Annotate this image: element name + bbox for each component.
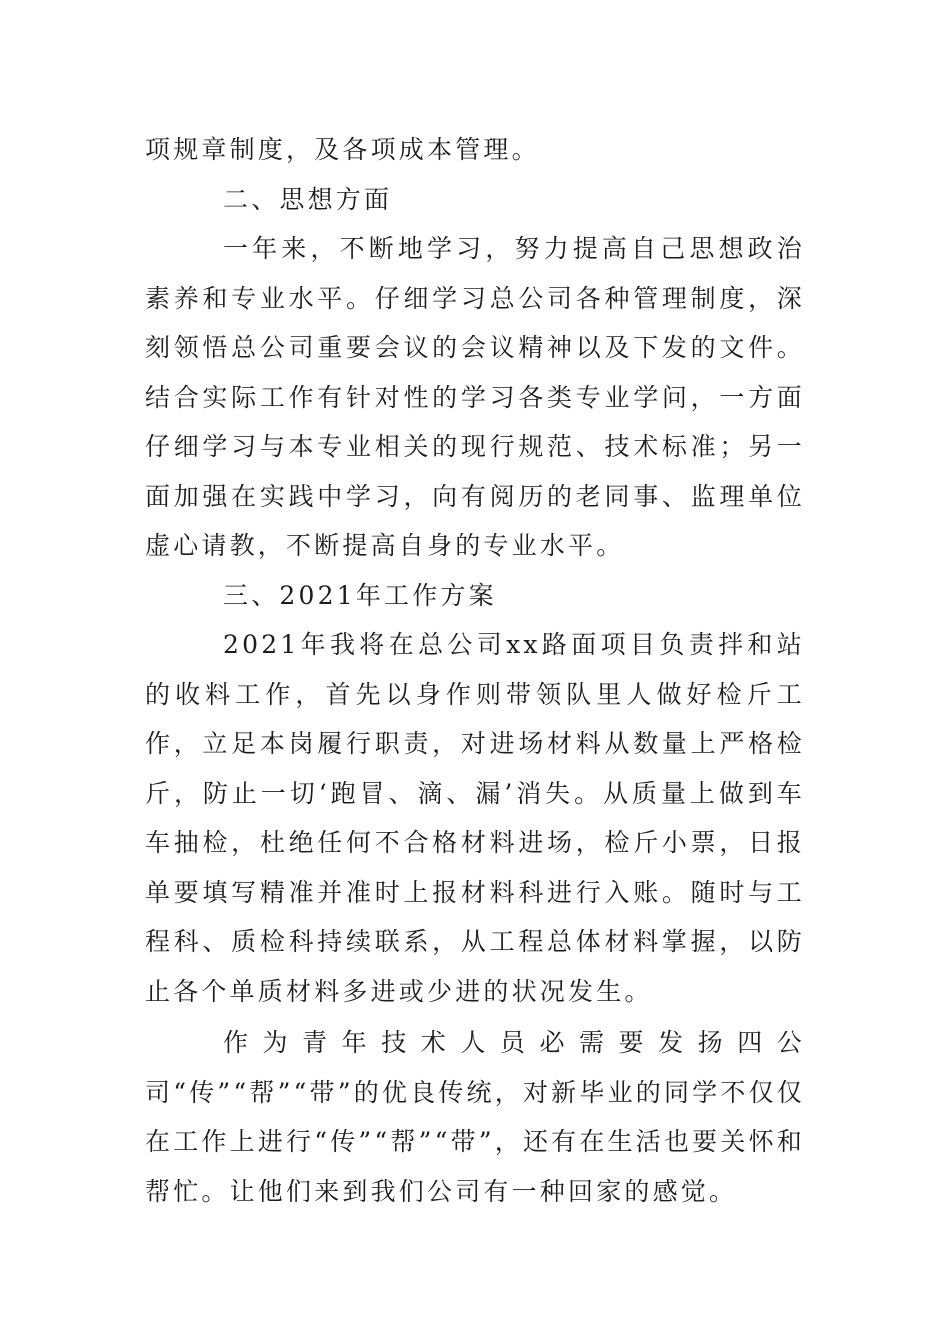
document-body [145,125,805,1216]
paragraph-thought: 一年来，不断地学习，努力提高自己思想政治素养和专业水平。仔细学习总公司各种管理制度，深刻领悟总公司重要会议的会议精神以及下发的文件。结合实际工作有针对性的学习各类专业学问，一方面仔细学习与本专业相关的现行规范、技术标准；另一面加强在实践中学习，向有阅历的老同事、监理单位虚心请教，不断提高自身的专业水平。 [145,234,805,560]
section-heading-thought: 二、思想方面 [223,184,393,214]
paragraph-plan: 2021年我将在总公司xx路面项目负责拌和站的收料工作，首先以身作则带领队里人做好检斤工作，立足本岗履行职责，对进场材料从数量上严格检斤，防止一切‘跑冒、滴、漏’消失。从质量上做到车车抽检，杜绝任何不合格材料进场，检斤小票，日报单要填写精准并准时上报材料科进行入账。随时与工程科、质检科持续联系，从工程总体材料掌握，以防止各个单质材料多进或少进的状况发生。 [145,630,805,1006]
paragraph-continuation: 项规章制度，及各项成本管理。 [145,135,540,164]
paragraph-youth: 作为青年技术人员必需要发扬四公司“传”“帮”“带”的优良传统，对新毕业的同学不仅仅在工作上进行“传”“帮”“带”，还有在生活也要关怀和帮忙。让他们来到我们公司有一种回家的感觉。 [145,1028,805,1206]
section-heading-plan: 三、2021年工作方案 [223,580,497,610]
